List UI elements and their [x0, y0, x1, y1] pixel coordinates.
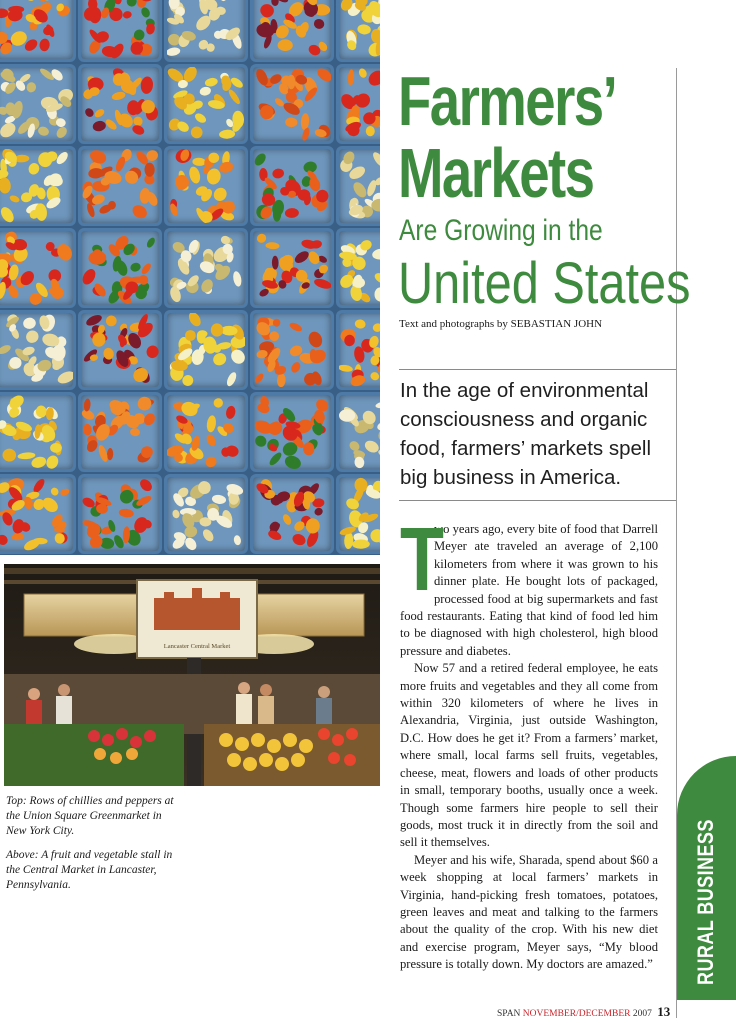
pepper-crate	[164, 64, 248, 144]
drop-cap: T	[400, 510, 444, 610]
pepper-crate	[0, 310, 76, 390]
pepper-crate	[78, 146, 162, 226]
pepper-crate	[250, 310, 334, 390]
market-sign-text: Lancaster Central Market	[163, 643, 231, 650]
caption-above: Above: A fruit and vegetable stall in the Central Market in Lancaster, Pennsylvania.	[6, 849, 173, 891]
standfirst-rule-top	[399, 369, 676, 370]
pepper-crate	[78, 392, 162, 472]
standfirst: In the age of environmental consciousness and organic food, farmers’ markets spell big business in America.	[400, 379, 652, 489]
section-label-text: RURAL BUSINESS	[693, 819, 718, 985]
pepper-crate	[250, 146, 334, 226]
footer-year: 2007	[632, 1009, 652, 1019]
footer-magazine: SPAN	[497, 1009, 521, 1019]
pepper-crate	[164, 310, 248, 390]
pepper-crate	[336, 228, 380, 308]
pepper-crate	[0, 64, 76, 144]
pepper-crate	[164, 474, 248, 554]
headline-line-2: Markets	[398, 134, 594, 212]
footer-issue: NOVEMBER/DECEMBER	[522, 1009, 631, 1019]
pepper-crate	[0, 474, 76, 554]
pepper-crate	[0, 0, 76, 62]
pepper-crate	[164, 0, 248, 62]
caption-top: Top: Rows of chillies and peppers at the Union Square Greenmarket in New York City.	[6, 795, 174, 837]
page-number: 13	[657, 1004, 671, 1019]
body-paragraph-1-text: wo years ago, every bite of food that Darrell Meyer ate traveled an average of 2,100 kilometers from where it was grown to his dinner plate. He bought lots of packaged, processed food at big supermarkets and fast food restaurants. Eating that kind of food led him to be diagnosed with high cholesterol, high blood pressure and diabetes.	[400, 522, 658, 658]
byline: Text and photographs by SEBASTIAN JOHN	[399, 318, 603, 330]
body-paragraph-1	[400, 510, 658, 660]
pepper-crate	[250, 474, 334, 554]
pepper-crate	[336, 146, 380, 226]
photo-market-stall	[4, 564, 380, 786]
market-scene	[4, 564, 380, 786]
photo-captions	[6, 794, 178, 893]
pepper-crate	[336, 474, 380, 554]
pepper-crate	[336, 64, 380, 144]
pepper-crate	[250, 0, 334, 62]
pepper-crate	[336, 310, 380, 390]
photo-chillies-peppers	[0, 0, 380, 555]
headline-line-3: Are Growing in the	[399, 214, 603, 247]
pepper-crate	[164, 228, 248, 308]
headline-line-1: Farmers’	[398, 62, 617, 140]
pepper-crate	[0, 392, 76, 472]
pepper-crate	[78, 228, 162, 308]
pepper-crate	[164, 392, 248, 472]
body-paragraph-2: Now 57 and a retired federal employee, he eats more fruits and vegetables and they all come from within 320 kilometers of where he lives in Alexandria, Virginia, just outside Washington, D.C. How does he get it? From a farmers’ market, where small, local farms sell fruits, vegetables, cheese, meat, flowers and loads of other products in small, temporary booths, usually once a week. Though some farmers hire people to sell their goods, most truck it in directly from the soil and sell it themselves.	[400, 661, 658, 850]
pepper-crate	[78, 0, 162, 62]
article-body	[400, 510, 658, 974]
pepper-crate	[336, 0, 380, 62]
pepper-crate	[0, 228, 76, 308]
standfirst-rule-bottom	[399, 500, 676, 501]
body-paragraph-3: Meyer and his wife, Sharada, spend about $60 a week shopping at local farmers’ markets in Virginia, hand-picking fresh tomatoes, potatoes, green leaves and meat and talking to the farmers about the quality of the crop. With his new diet and exercise program, Meyer says, “My blood pressure is totally down. My doctors are amazed.”	[400, 852, 658, 972]
page-footer	[497, 1004, 670, 1020]
pepper-crate	[78, 64, 162, 144]
pepper-crate	[250, 392, 334, 472]
pepper-crate	[78, 310, 162, 390]
pepper-crate	[336, 392, 380, 472]
section-label	[681, 815, 731, 985]
pepper-crate	[78, 474, 162, 554]
headline-line-4: United States	[398, 251, 691, 316]
pepper-crate	[164, 146, 248, 226]
pepper-crate	[0, 146, 76, 226]
pepper-crate	[250, 228, 334, 308]
pepper-crate	[250, 64, 334, 144]
